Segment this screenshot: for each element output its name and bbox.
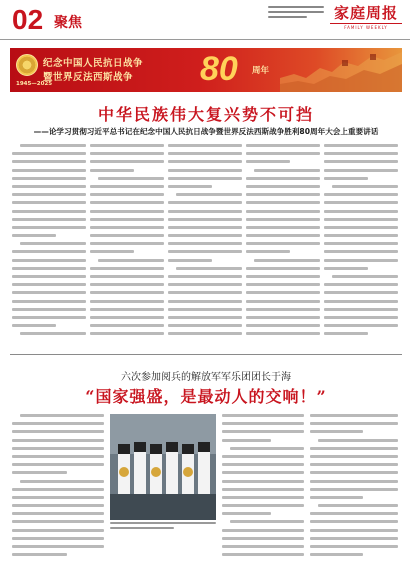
text-column [324, 144, 398, 344]
page-header [0, 0, 410, 40]
banner-line2: 暨世界反法西斯战争 [43, 72, 134, 83]
text-column [246, 144, 320, 344]
text-column [12, 414, 104, 570]
emblem-icon [16, 54, 38, 76]
text-column [310, 414, 398, 570]
banner-line1: 纪念中国人民抗日战争 [43, 58, 144, 69]
banner-years: 1945—2025 [16, 81, 53, 87]
text-column [12, 144, 86, 344]
anniversary-banner [10, 48, 402, 92]
article1-headline: 中华民族伟大复兴势不可挡 [97, 105, 314, 124]
page-number: 02 [12, 4, 44, 35]
masthead-title: 家庭周报 [333, 4, 398, 22]
article1-body [12, 144, 398, 344]
text-column [168, 144, 242, 344]
article2-kicker: 六次参加阅兵的解放军军乐团团长于海 [121, 372, 291, 383]
banner-suffix: 周年 [252, 66, 270, 76]
text-column [90, 144, 164, 344]
banner-number: 80 [200, 50, 238, 88]
band-photo-illustration [110, 414, 216, 520]
masthead-subtitle: FAMILY WEEKLY [330, 23, 402, 30]
photo-caption [110, 522, 216, 532]
section-divider [10, 354, 402, 355]
great-wall-icon [280, 48, 402, 92]
issue-meta [268, 6, 324, 21]
text-column [222, 414, 304, 570]
article1-subhead: ——论学习贯彻习近平总书记在纪念中国人民抗日战争暨世界反法西斯战争胜利80周年大会上重要讲话 [33, 127, 379, 136]
band-photo [110, 414, 216, 520]
article2-headline: “国家强盛，是最动人的交响！” [85, 387, 327, 406]
section-title: 聚焦 [54, 15, 82, 31]
masthead [330, 4, 402, 30]
